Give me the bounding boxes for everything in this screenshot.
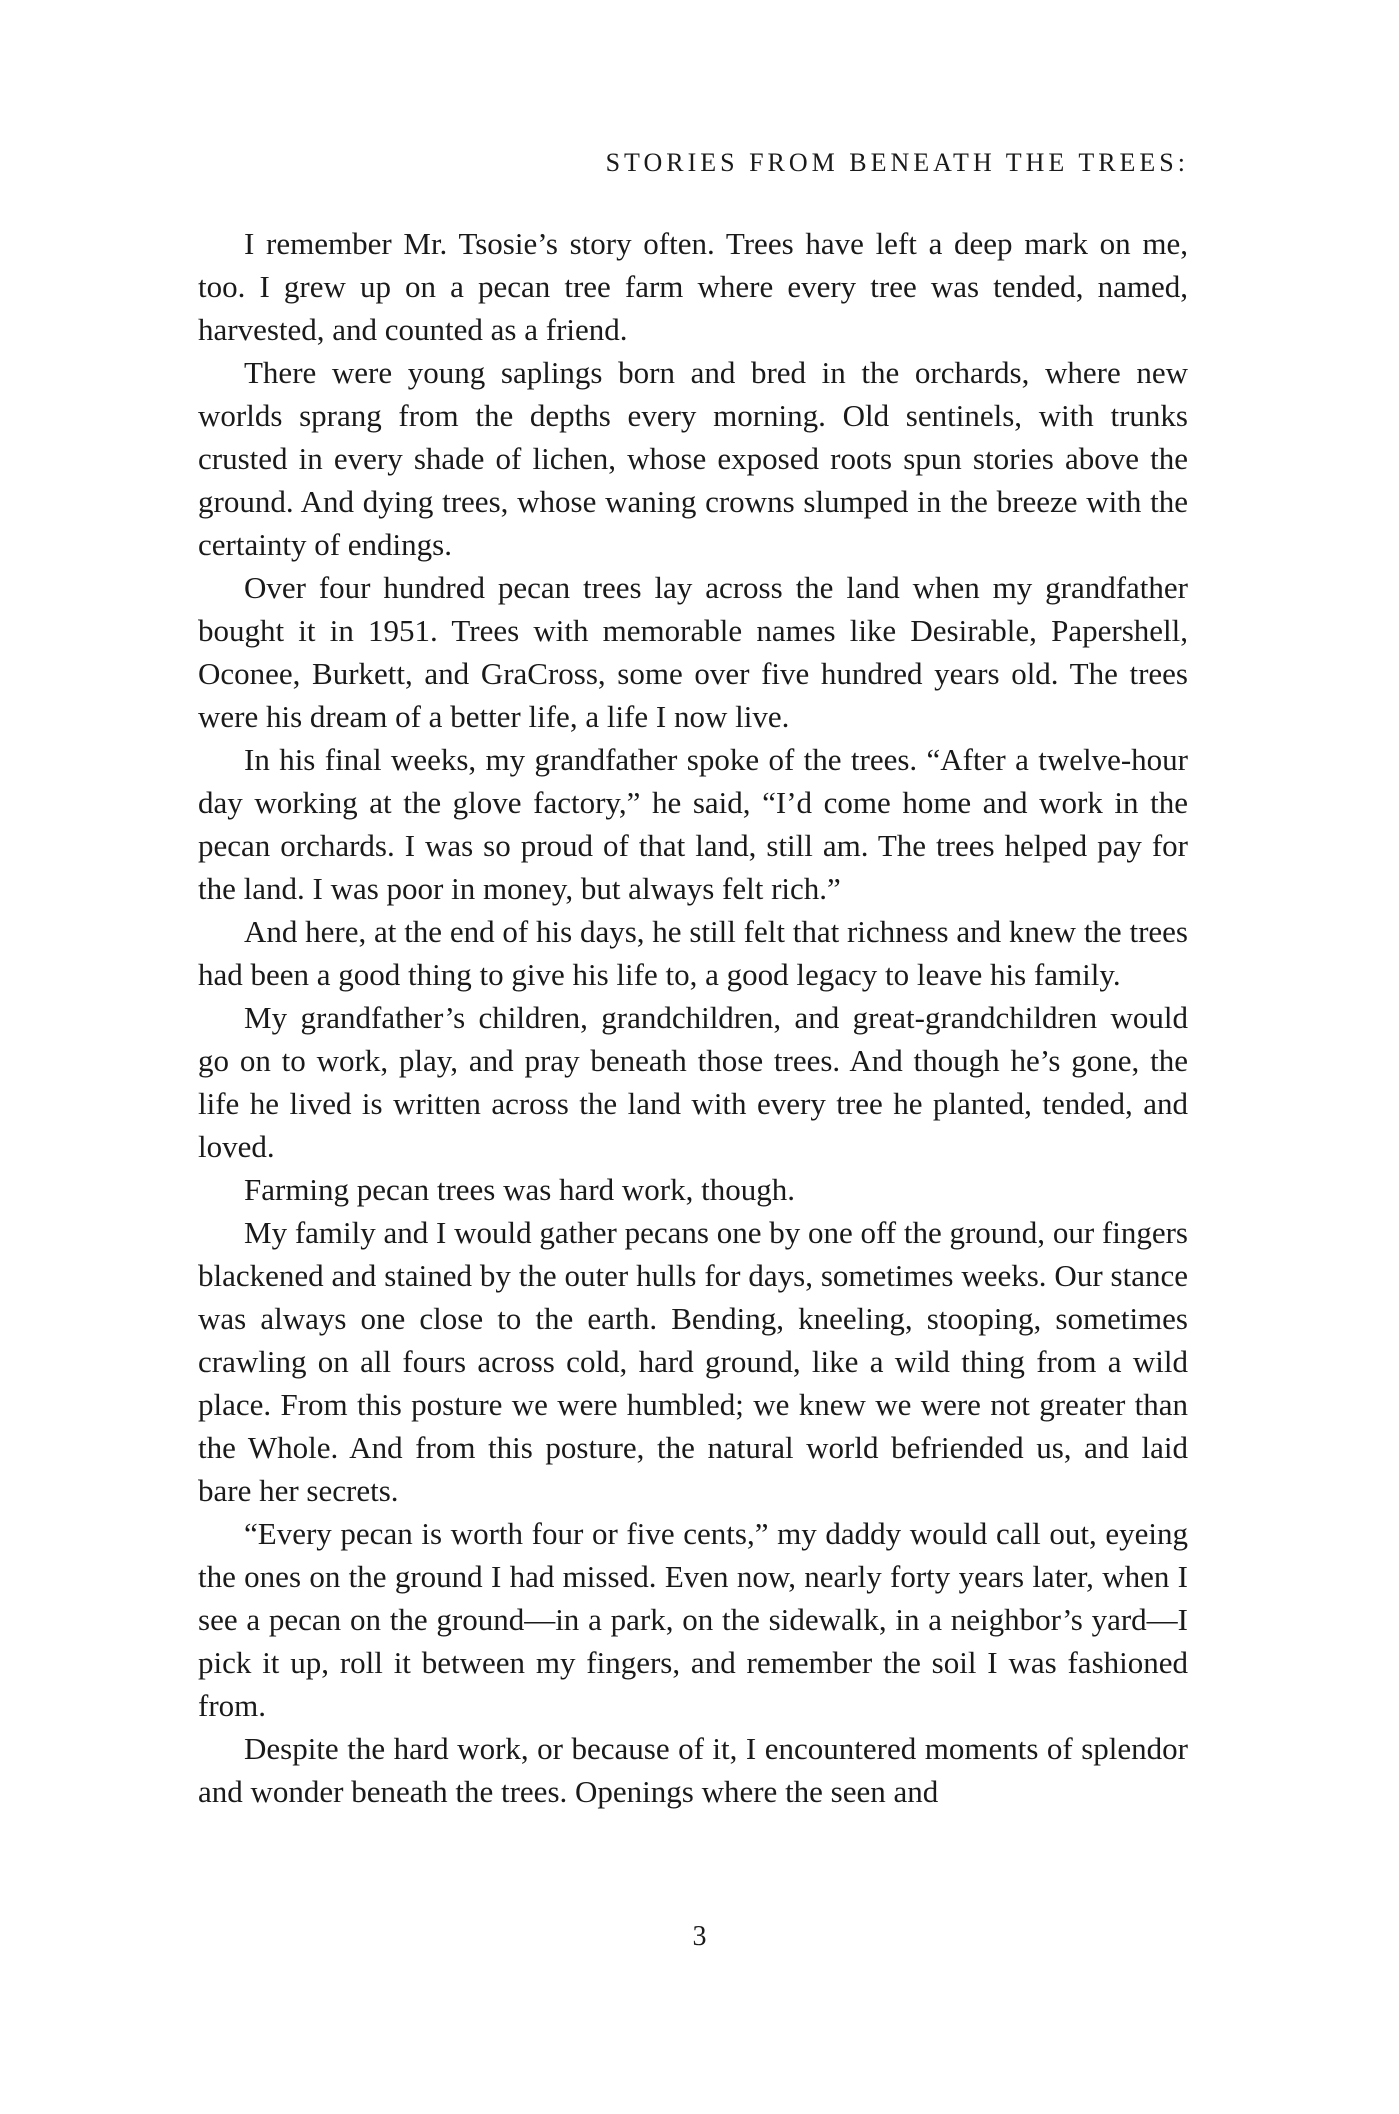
body-text [198,222,1188,1813]
page-number: 3 [692,1921,707,1952]
paragraph: In his final weeks, my grandfather spoke of the trees. “After a twelve-hour day working at the glove factory,” he said, “I’d come home and work in the pecan orchards. I was so proud of that land, still am. The trees helped pay for the land. I was poor in money, but always felt rich.” [198,742,1188,906]
paragraph: Over four hundred pecan trees lay across the land when my grandfather bought it in 1951. Trees with memorable names like Desirable, Papershell, Oconee, Burkett, and GraCross, some over five hundred years old. The trees were his dream of a better life, a life I now live. [198,570,1188,734]
paragraph: Farming pecan trees was hard work, though. [244,1172,795,1207]
paragraph: There were young saplings born and bred in the orchards, where new worlds sprang from the depths every morning. Old sentinels, with trunks crusted in every shade of lichen, whose exposed roots spun stories above the ground. And dying trees, whose waning crowns slumped in the breeze with the certainty of endings. [198,355,1188,562]
paragraph: And here, at the end of his days, he still felt that richness and knew the trees had been a good thing to give his life to, a good legacy to leave his family. [198,914,1188,992]
paragraph: My grandfather’s children, grandchildren, and great-grandchildren would go on to work, play, and pray beneath those trees. And though he’s gone, the life he lived is written across the land with every tree he planted, tended, and loved. [198,1000,1188,1164]
running-head: STORIES FROM BENEATH THE TREES: [605,148,1189,177]
paragraph: I remember Mr. Tsosie’s story often. Trees have left a deep mark on me, too. I grew up on a pecan tree farm where every tree was tended, named, harvested, and counted as a friend. [198,226,1188,347]
paragraph: Despite the hard work, or because of it, I encountered moments of splendor and wonder beneath the trees. Openings where the seen and [198,1731,1188,1809]
paragraph: “Every pecan is worth four or five cents,” my daddy would call out, eyeing the ones on the ground I had missed. Even now, nearly forty years later, when I see a pecan on the ground—in a park, on the sidewalk, in a neighbor’s yard—I pick it up, roll it between my fingers, and remember the soil I was fashioned from. [198,1516,1188,1723]
paragraph: My family and I would gather pecans one by one off the ground, our fingers blackened and stained by the outer hulls for days, sometimes weeks. Our stance was always one close to the earth. Bending, kneeling, stooping, sometimes crawling on all fours across cold, hard ground, like a wild thing from a wild place. From this posture we were humbled; we knew we were not greater than the Whole. And from this posture, the natural world befriended us, and laid bare her secrets. [198,1215,1188,1508]
